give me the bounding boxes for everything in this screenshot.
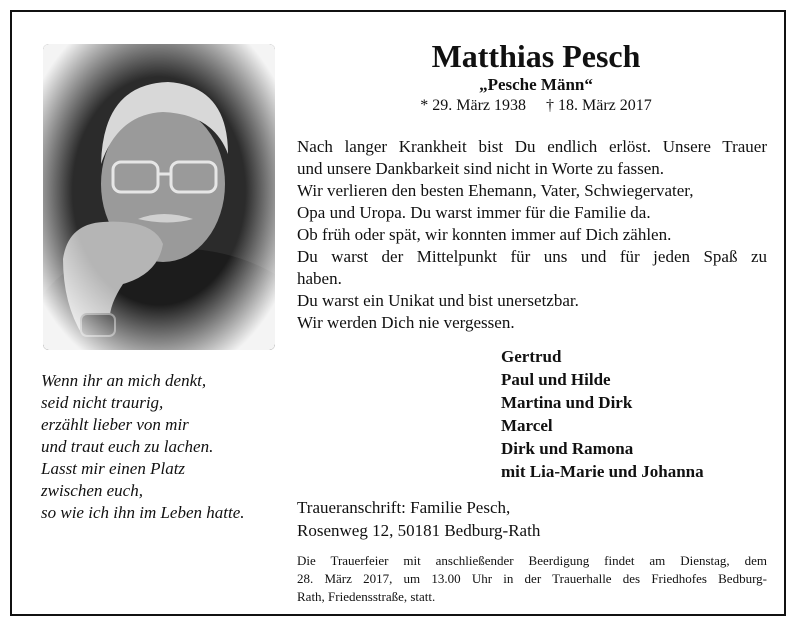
family-member: Martina und Dirk xyxy=(501,393,633,412)
message-line: haben. xyxy=(297,269,342,288)
deceased-name: Matthias Pesch xyxy=(431,38,641,74)
message-line: Du warst ein Unikat und bist unersetzbar. xyxy=(297,291,579,310)
message-line: Wir werden Dich nie vergessen. xyxy=(297,313,515,332)
address-line: Rosenweg 12, 50181 Bedburg-Rath xyxy=(297,521,541,540)
poem-line: Wenn ihr an mich denkt, xyxy=(41,371,207,390)
portrait-photo xyxy=(43,44,275,350)
condolence-message xyxy=(297,136,767,334)
family-member: Marcel xyxy=(501,416,553,435)
deceased-nickname: „Pesche Männ“ xyxy=(479,75,593,94)
family-members xyxy=(501,345,771,483)
poem-line: zwischen euch, xyxy=(41,481,143,500)
family-member: Paul und Hilde xyxy=(501,370,611,389)
poem-line: und traut euch zu lachen. xyxy=(41,437,214,456)
obituary-notice xyxy=(10,10,786,616)
message-line: und unsere Dankbarkeit sind nicht in Worte zu fassen. xyxy=(297,159,665,178)
poem xyxy=(41,370,291,524)
message-line: Opa und Uropa. Du warst immer für die Familie da. xyxy=(297,203,651,222)
family-member: Dirk und Ramona xyxy=(501,439,634,458)
message-line: Du warst der Mittelpunkt für uns und für jeden Spaß zu xyxy=(297,247,767,266)
funeral-info xyxy=(297,552,767,606)
family-member: Gertrud xyxy=(501,347,562,366)
life-dates xyxy=(297,96,775,116)
poem-line: erzählt lieber von mir xyxy=(41,415,189,434)
mourning-address xyxy=(297,496,767,542)
death-date: † 18. März 2017 xyxy=(546,97,652,114)
portrait-photo-icon xyxy=(43,44,275,350)
message-line: Nach langer Krankheit bist Du endlich erlöst. Unsere Trauer xyxy=(297,137,767,156)
address-line: Traueranschrift: Familie Pesch, xyxy=(297,498,511,517)
poem-line: Lasst mir einen Platz xyxy=(41,459,186,478)
birth-date: * 29. März 1938 xyxy=(420,97,526,114)
funeral-line: Rath, Friedensstraße, statt. xyxy=(297,589,436,604)
message-line: Ob früh oder spät, wir konnten immer auf Dich zählen. xyxy=(297,225,672,244)
funeral-line: Die Trauerfeier mit anschließender Beerdigung findet am Dienstag, dem xyxy=(297,553,767,568)
funeral-line: 28. März 2017, um 13.00 Uhr in der Trauerhalle des Friedhofes Bedburg- xyxy=(297,571,767,586)
family-member: mit Lia-Marie und Johanna xyxy=(501,462,704,481)
poem-line: seid nicht traurig, xyxy=(41,393,164,412)
poem-line: so wie ich ihn im Leben hatte. xyxy=(41,503,245,522)
message-line: Wir verlieren den besten Ehemann, Vater, Schwiegervater, xyxy=(297,181,694,200)
